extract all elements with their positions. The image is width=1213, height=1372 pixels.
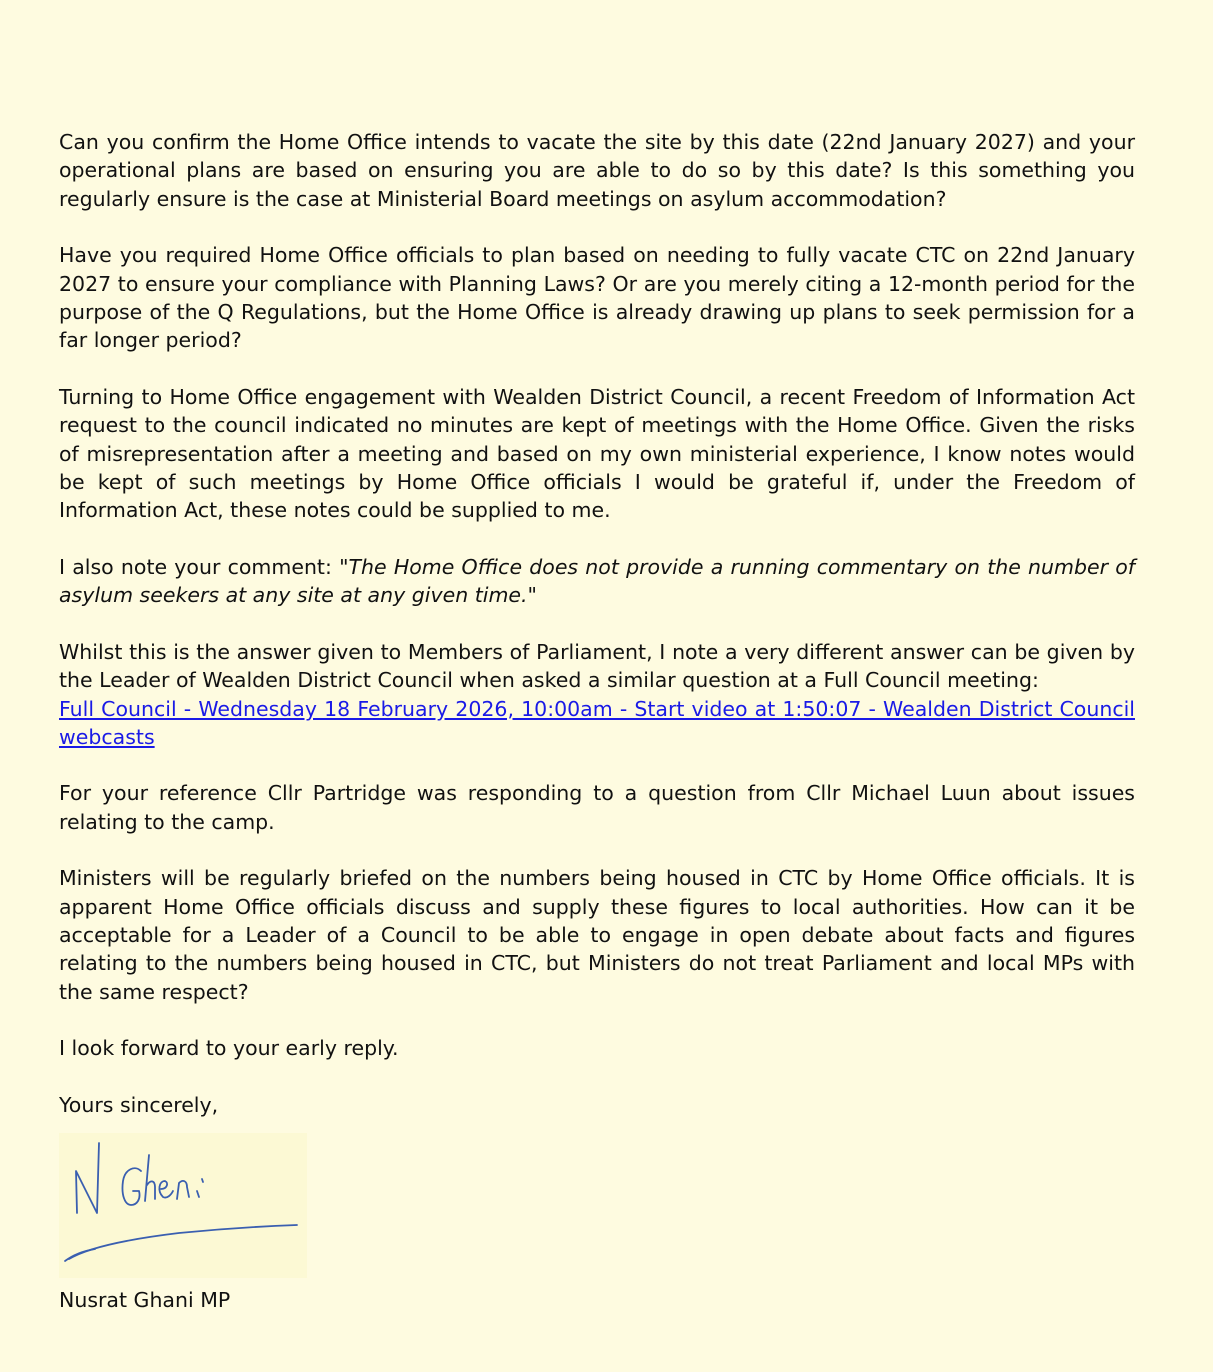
paragraph-planning-laws: Have you required Home Office officials to plan based on needing to fully vacate CTC on 22nd January 2027 to ensure your compliance with Planning Laws? Or are you merely citing a 12-month period for the purpose of the Q Regulations, but the Home Office is already drawing up plans to seek permission for a far longer period? [59, 243, 1135, 353]
closing-salutation: Yours sincerely, [59, 1092, 219, 1117]
paragraph-reference: For your reference Cllr Partridge was responding to a question from Cllr Michael Luun about issues relating to the camp. [59, 781, 1135, 834]
paragraph-comment-quote [59, 553, 1135, 610]
paragraph-vacate-site: Can you confirm the Home Office intends to vacate the site by this date (22nd January 2027) and your operational plans are based on ensuring you are able to do so by this date? Is this something you regularly ensure is the case at Ministerial Board meetings on asylum accommodation? [59, 130, 1135, 211]
webcast-link[interactable]: Full Council - Wednesday 18 February 2026, 10:00am - Start video at 1:50:07 - Wealden District Council webcasts [59, 696, 1135, 749]
handwritten-signature [59, 1133, 307, 1278]
paragraph-look-forward: I look forward to your early reply. [59, 1036, 399, 1061]
signatory-name: Nusrat Ghani MP [59, 1287, 231, 1312]
paragraph-council-answer [59, 638, 1135, 752]
paragraph-ministers-briefed: Ministers will be regularly briefed on the numbers being housed in CTC by Home Office officials. It is apparent Home Office officials discuss and supply these figures to local authorities. How can it be acceptable for a Leader of a Council to be able to engage in open debate about facts and figures relating to the numbers being housed in CTC, but Ministers do not treat Parliament and local MPs with the same respect? [59, 866, 1135, 1004]
quoted-comment: "The Home Office does not provide a running commentary on the number of asylum seekers at any site at any given time." [59, 554, 1135, 608]
comment-intro: I also note your comment: [59, 554, 340, 579]
council-answer-text: Whilst this is the answer given to Members of Parliament, I note a very different answer can be given by the Leader of Wealden District Council when asked a similar question at a Full Council meeting: [59, 639, 1135, 693]
paragraph-foi-request: Turning to Home Office engagement with Wealden District Council, a recent Freedom of Information Act request to the council indicated no minutes are kept of meetings with the Home Office. Given the risks of misrepresentation after a meeting and based on my own ministerial experience, I know notes would be kept of such meetings by Home Office officials I would be grateful if, under the Freedom of Information Act, these notes could be supplied to me. [59, 384, 1135, 523]
